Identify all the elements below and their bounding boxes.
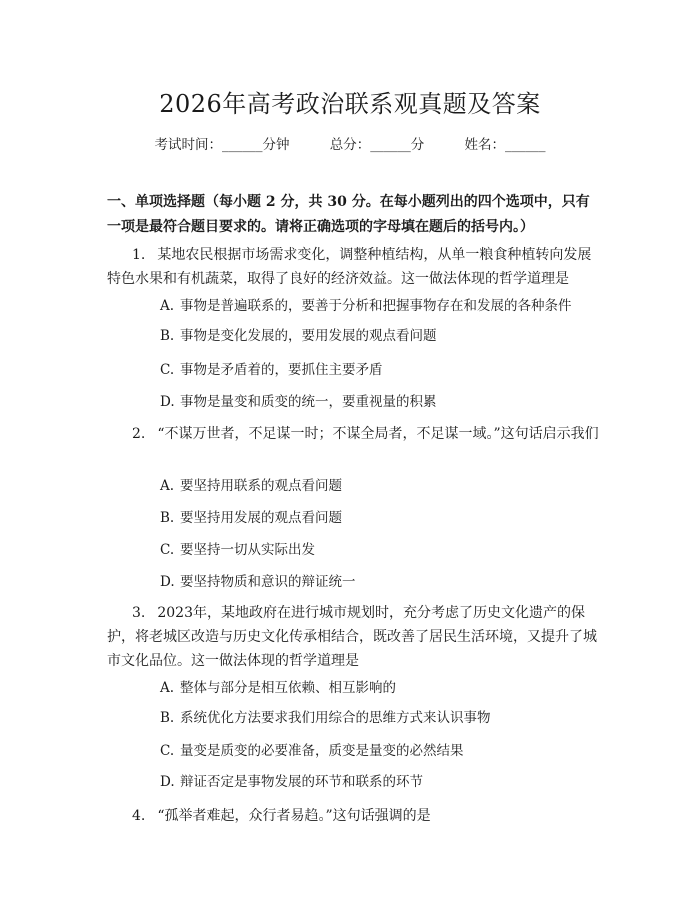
question-1 (107, 243, 601, 291)
option-text: 要坚持一切从实际出发 (180, 542, 315, 558)
student-name-field: 姓名：______ (464, 137, 546, 153)
question-number: 4. (132, 808, 146, 824)
question-3 (107, 601, 601, 673)
option-text: 事物是矛盾着的，要抓住主要矛盾 (180, 362, 383, 378)
question-text: 2023年，某地政府在进行城市规划时，充分考虑了历史文化遗产的保护，将老城区改造与历史文化传承相结合，既改善了居民生活环境，又提升了城市文化品位。这一做法体现的哲学道理是 (107, 605, 597, 669)
question-2-option-b (160, 508, 342, 528)
total-score-field: 总分：______分 (329, 137, 425, 153)
section-heading: 一、单项选择题（每小题 2 分，共 30 分。在每小题列出的四个选项中，只有一项是最符合题目要求的。请将正确选项的字母填在题后的括号内。） (107, 194, 590, 235)
option-letter: B. (160, 710, 175, 726)
option-letter: D. (160, 774, 175, 790)
question-4 (107, 804, 601, 828)
option-text: 量变是质变的必要准备，质变是量变的必然结果 (180, 743, 464, 759)
option-letter: A. (160, 478, 175, 494)
question-number: 3. (132, 605, 146, 621)
option-text: 整体与部分是相互依赖、相互影响的 (180, 680, 396, 696)
question-text: 某地农民根据市场需求变化，调整种植结构，从单一粮食种植转向发展特色水果和有机蔬菜，取得了良好的经济效益。这一做法体现的哲学道理是 (107, 247, 592, 287)
question-1-option-b (160, 326, 437, 346)
option-letter: A. (160, 680, 175, 696)
option-text: 事物是普遍联系的，要善于分析和把握事物存在和发展的各种条件 (180, 298, 572, 314)
option-text: 事物是变化发展的，要用发展的观点看问题 (180, 328, 437, 344)
option-text: 要坚持物质和意识的辩证统一 (180, 574, 356, 590)
question-1-option-a (160, 296, 572, 316)
option-letter: A. (160, 298, 175, 314)
question-3-option-b (160, 708, 491, 728)
option-letter: C. (160, 362, 175, 378)
option-text: 要坚持用联系的观点看问题 (180, 478, 342, 494)
exam-meta (0, 133, 700, 153)
option-letter: D. (160, 574, 175, 590)
question-text: “不谋万世者，不足谋一时；不谋全局者，不足谋一域。”这句话启示我们 (157, 426, 599, 442)
option-text: 系统优化方法要求我们用综合的思维方式来认识事物 (180, 710, 491, 726)
option-letter: B. (160, 328, 175, 344)
option-letter: C. (160, 542, 175, 558)
question-number: 1. (132, 247, 146, 263)
option-text: 辩证否定是事物发展的环节和联系的环节 (180, 774, 423, 790)
question-2-option-c (160, 540, 315, 560)
exam-time-field: 考试时间：______分钟 (154, 137, 290, 153)
question-number: 2. (132, 426, 146, 442)
question-2 (107, 422, 601, 446)
question-1-option-d (160, 392, 437, 412)
question-3-option-a (160, 678, 396, 698)
option-letter: B. (160, 510, 175, 526)
option-letter: D. (160, 394, 175, 410)
option-letter: C. (160, 743, 175, 759)
question-3-option-d (160, 772, 423, 792)
question-2-option-a (160, 476, 342, 496)
option-text: 事物是量变和质变的统一，要重视量的积累 (180, 394, 437, 410)
question-2-option-d (160, 572, 356, 592)
page-title: 2026年高考政治联系观真题及答案 (159, 90, 541, 118)
question-1-option-c (160, 360, 383, 380)
question-3-option-c (160, 741, 464, 761)
option-text: 要坚持用发展的观点看问题 (180, 510, 342, 526)
question-text: “孤举者难起，众行者易趋。”这句话强调的是 (157, 808, 431, 824)
